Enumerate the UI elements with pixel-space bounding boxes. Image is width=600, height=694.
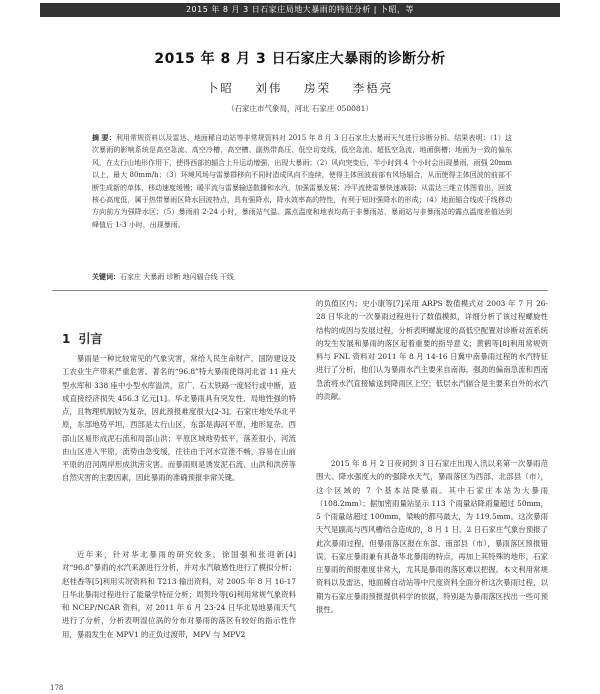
section-number: 1 xyxy=(62,332,71,346)
section-heading xyxy=(62,330,103,347)
body-paragraph: 近年来，针对华北暴雨的研究较多，徐国强和张迎新[4]对“96.8”暴雨的水汽来源进行分析，并对水汽敏感性进行了模拟分析；赵桂香等[5]利用实况资料和 T213 输出资料，对 2005 年 8 月 16-17 日华北暴雨过程进行了能量学特征分析；周贺玲等[6]利用常规气象资料和 NCEP/NCAR 资料，对 2011 年 6 月 23-24 日华北局地暴雨天气进行了分析，分析表明湿位涡的分布对暴雨的落区有较好的指示性作用，暴雨发生在 MPV1 的正负过渡带，MPV 与 MPV2 xyxy=(62,550,296,639)
authors: 卜昭 刘伟 房荣 李梧亮 xyxy=(206,81,394,95)
body-paragraph: 暴雨是一种比较常见的气象灾害，常给人民生命财产、国防建设及工农业生产带来严重危害。著名的“96.8”特大暴雨使得河北省 11 座大型水库和 338 座中小型水库溢洪，京广、石太铁路一度轻行或中断，造成直接经济损失 456.3 亿元[1]。华北暴雨具有突发性、局地性强的特点，且物理机制较为复杂，因此预报难度很大[2-3]。石家庄地处华北平原，东部地势平坦，西部是太行山区，东部是海河平原，地形复杂。西部山区易形成泥石流和局部山洪；平原区域地势低平，落差很小，河流由山区进入平原，流势由急变缓，往往由于河水宣泄不畅，容易在山前平原的沿河两岸形成洪涝灾害。而暴雨则是诱发泥石流、山洪和洪涝等自然灾害的主要因素，因此暴雨的准确预报非常关键。 xyxy=(62,354,296,483)
section-title: 引言 xyxy=(78,332,103,346)
divider-rule xyxy=(52,290,548,291)
right-column-paragraph-2 xyxy=(316,457,548,616)
abstract-text: 利用常规资料以及雷达、地面稀自动站等非常规资料对 2015 年 8 月 3 日石家庄大暴雨天气进行诊断分析。结果表明：（1）这次暴雨的影响系统是高空急流、高空冷槽、高空槽、副热带高压、低空切变线、低空急流、超低空急流，地面倒槽；地面为一致的偏东风，在太行山地形作用下，使得西部的辐合上升运动增强，出现大暴雨；（2）风向突变后，半小时到 4 个小时会出现暴雨，雨强 20mm 以上，最大 80mm/h；（3）环境风场与雷暴群移向不同时造成风向不连续，使得主体回波前部有风场辐合，从而使得主体回波的前部不断生成新的单体，移动速度缓慢；暖平流与雷暴输送散播和水汽，加强雷暴发展；冷平流使雷暴快速减弱；从雷达三维立体图看出，回波核心高度低，属于热带暴雨区降水回波特点，具有强降水，降水效率高的特性，有利于短时强降水的形成；（4）地面辐合线或干线移动方向前方为强降水区；（5）暴雨前 2-24 小时，暴雨站气温、露点温度和地表均高于非暴雨站，暴雨站与非暴雨站的露点温度差值达到峰值后 1-3 小时，出现暴雨。 xyxy=(92,134,512,229)
keywords xyxy=(92,272,512,282)
abstract xyxy=(92,132,512,231)
keywords-text: 石家庄 大暴雨 诊断 地闪辐合线 干线 xyxy=(120,273,234,281)
left-column-paragraph-1 xyxy=(62,352,296,485)
page-number: 178 xyxy=(50,684,64,692)
paper-title: 2015 年 8 月 3 日石家庄大暴雨的诊断分析 xyxy=(154,51,446,67)
left-column-paragraph-2 xyxy=(62,548,296,641)
keywords-label: 关键词： xyxy=(92,273,120,281)
affiliation: （石家庄市气象局，河北 石家庄 050081） xyxy=(227,104,373,113)
abstract-label: 摘 要： xyxy=(92,134,116,142)
body-paragraph: 的负值区内；史小康等[7]采用 ARPS 数值模式对 2003 年 7 月 26-28 日华北的一次暴雨过程进行了数值模拟，详细分析了该过程螺旋性结构的成因与发展过程，分析表明螺旋度的高低空配置对诊断对流系统的发生发展和暴雨的落区起着重要的指导意义；黄鹤等[8]利用常规资料与 FNL 资料对 2011 年 8 月 14-16 日冀中南暴雨过程的水汽特征进行了分析，他们认为暴雨水汽主要来自南海，强劲的偏南急流和西南急流将水汽直接输送到降雨区上空；低层水汽辐合是主要来自外的水汽的贡献。 xyxy=(316,299,548,401)
body-paragraph: 2015 年 8 月 2 日夜间到 3 日石家庄出现入汛以来第一次暴雨范围大、降水强度大的的强降水天气，暴雨落区为西部、北部县（市），这个区域的 7 个基本站降暴雨。其中石家庄本站为大暴雨（108.2mm）；据加密雨量站显示 113 个雨量站降雨量超过 50mm，5 个雨量站超过 100mm，梁峻的都马最大，为 119.5mm。这次暴雨天气是副高与西风槽结合造成的，8 月 1 日、2 日石家庄气象台预报了此次暴雨过程，但暴雨落区报在东部、南部县（市），暴雨落区预报错误。石家庄暴雨兼有具备华北暴雨的特点，再加上其特殊的地形，石家庄暴雨的预报难度非常大，尤其是暴雨的落区难以把握。本文利用常规资料以及雷达、地面稀自动站等中尺度资料全面分析这次暴雨过程，以期为石家庄暴雨预报提供科学的依据，特别是为暴雨落区找出一些可预报性。 xyxy=(316,459,548,614)
running-head: 2015 年 8 月 3 日石家庄局地大暴雨的特征分析 | 卜昭，等 xyxy=(40,3,560,17)
right-column-paragraph-1 xyxy=(316,297,548,403)
